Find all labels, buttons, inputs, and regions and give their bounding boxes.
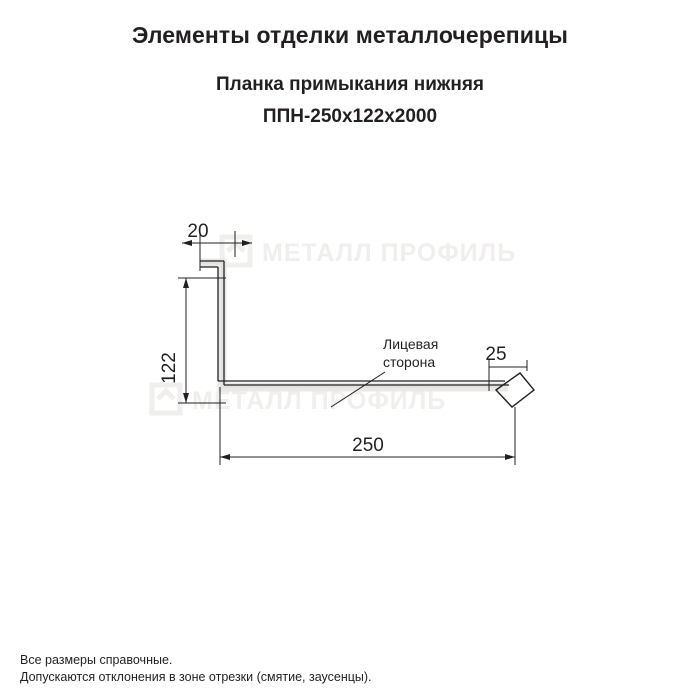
page-title: Элементы отделки металлочерепицы [131, 22, 568, 48]
title-block [0, 20, 700, 130]
dimension-top-label: 20 [187, 221, 209, 242]
watermark-label: МЕТАЛЛ ПРОФИЛЬ [262, 239, 517, 267]
dimension-right-label: 25 [485, 344, 507, 365]
technical-drawing [0, 175, 700, 535]
product-name: Планка примыкания нижняя [215, 74, 485, 95]
footer-notes [20, 652, 680, 686]
footer-note-2: Допускаются отклонения в зоне отрезки (смятие, заусенцы). [20, 670, 372, 684]
dimension-left-label: 122 [159, 352, 180, 384]
watermark-top [222, 237, 516, 267]
watermark-label-2: МЕТАЛЛ ПРОФИЛЬ [192, 387, 447, 415]
footer-note-1: Все размеры справочные. [20, 653, 173, 667]
product-code: ППН-250х122х2000 [262, 106, 438, 127]
annotation-line1: Лицевая [383, 336, 439, 352]
dimension-bottom-label: 250 [352, 435, 384, 456]
annotation-line2: сторона [383, 354, 436, 370]
profile-outline [200, 261, 509, 385]
drawing-svg [0, 175, 700, 535]
